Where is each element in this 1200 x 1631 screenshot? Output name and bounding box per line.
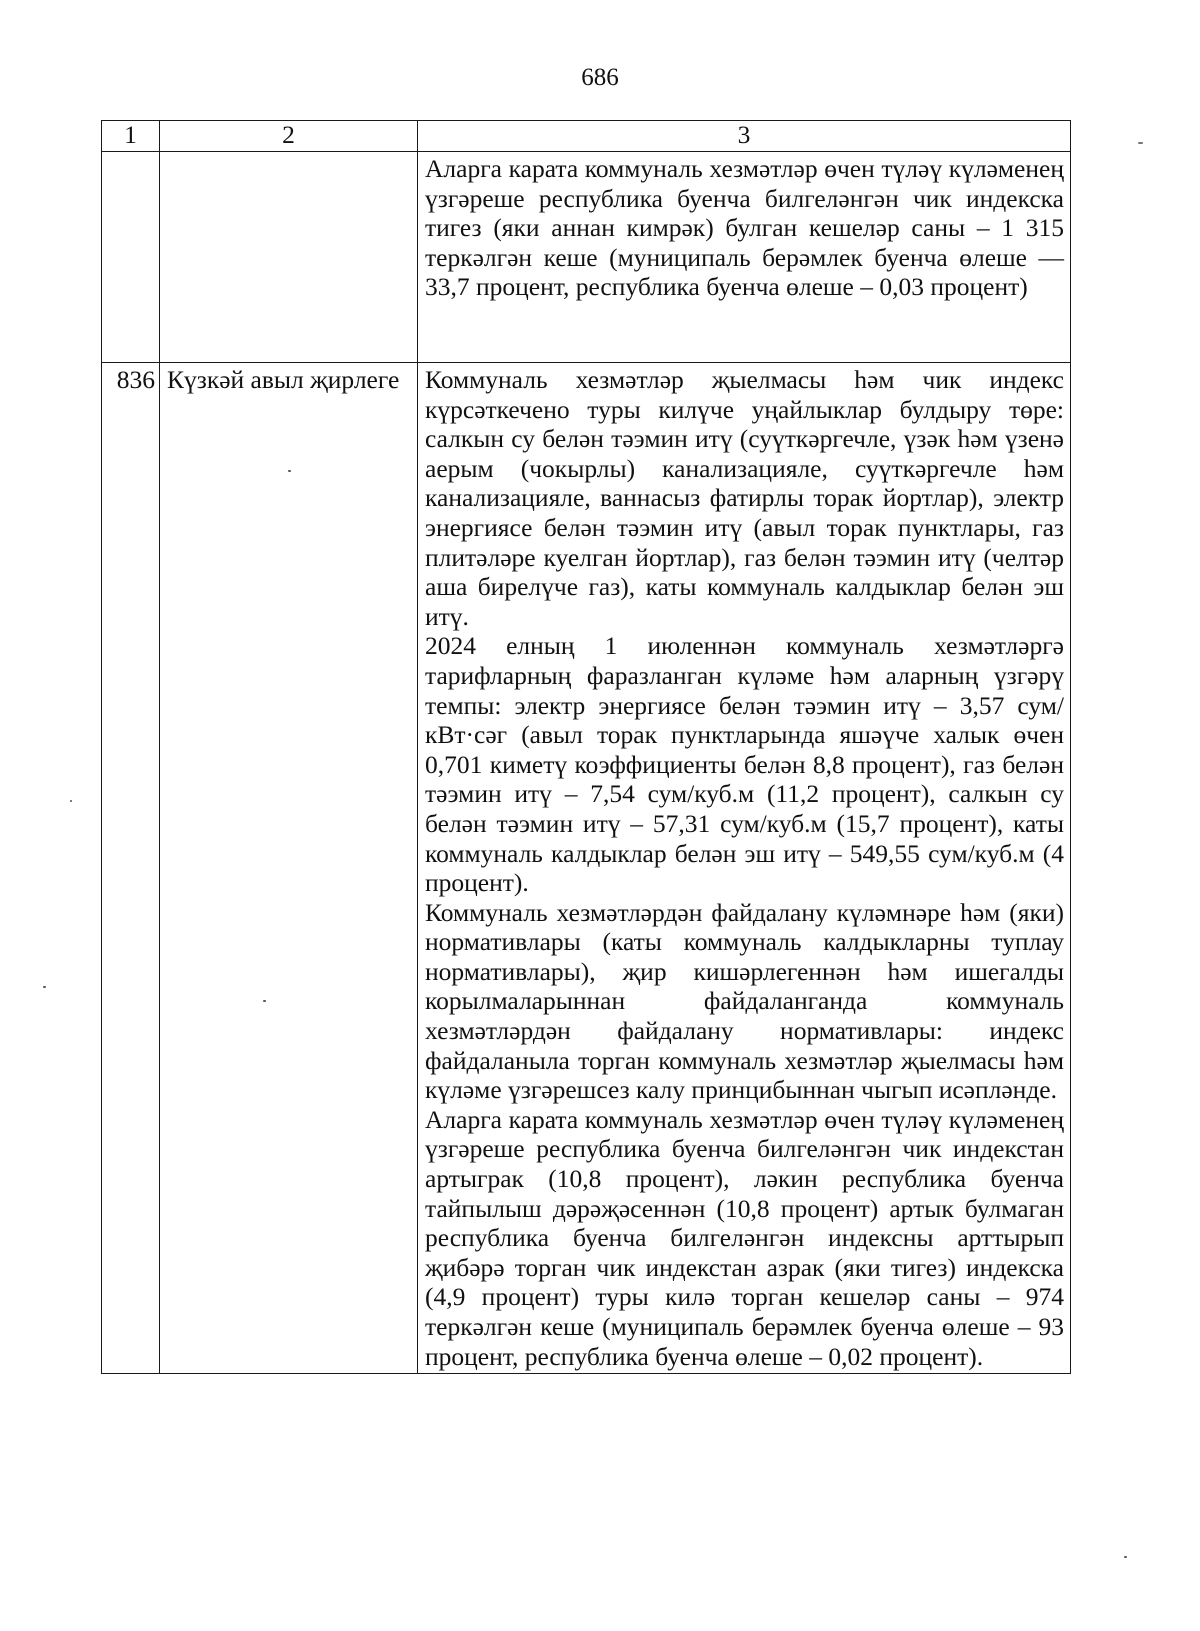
scan-speck [70, 800, 72, 802]
settlement-name-cell: Күзкәй авыл җирлеге [160, 363, 418, 1374]
description-cell [418, 363, 1071, 1374]
table-row [102, 152, 1071, 363]
column-header-1: 1 [102, 121, 160, 152]
scan-speck [288, 470, 291, 472]
paragraph: Аларга карата коммуналь хезмәтләр өчен түләү күләменең үзгәреше республика буенча билгеләнгән чик индекстан артыграк (10,8 процент), ләкин республика буенча тайпылыш дәрәҗәсеннән (10,8 процент) артык булмаган республика буенча билгеләнгән индексны арттырып җибәрә торган чик индекстан азрак (яки тигез) индекска (4,9 процент) туры килә торган кешеләр саны – 974 теркәлгән кеше (муниципаль берәмлек буенча өлеше – 93 процент, республика буенча өлеше – 0,02 процент). [425, 1104, 1064, 1371]
column-header-2: 2 [160, 121, 418, 152]
document-table [101, 120, 1071, 1374]
description-cell [418, 152, 1071, 363]
paragraph: Коммуналь хезмәтләр җыелмасы һәм чик индекс күрсәткечено туры килүче уңайлыклар булдыру төре: салкын су белән тәэмин итү (суүткәргечле, үзәк һәм үзенә аерым (чокырлы) канализацияле, суүткәргечле һәм канализацияле, ваннасыз фатирлы торак йортлар), электр энергиясе белән тәэмин итү (авыл торак пунктлары, газ плитәләре куелган йортлар), газ белән тәэмин итү (челтәр аша бирелүче газ), каты коммуналь калдыклар белән эш итү. [425, 365, 1064, 631]
row-number-cell [102, 152, 160, 363]
scan-speck [1138, 142, 1143, 144]
page-number: 686 [581, 64, 619, 91]
paragraph: 2024 елның 1 июленнән коммуналь хезмәтләргә тарифларның фаразланган күләме һәм аларның үзгәрү темпы: электр энергиясе белән тәэмин итү – 3,57 сум/кВт·сәг (авыл торак пунктларында яшәүче халык өчен 0,701 киметү коэффициенты белән 8,8 процент), газ белән тәэмин итү – 7,54 сум/куб.м (11,2 процент), салкын су белән тәэмин итү – 57,31 сум/куб.м (15,7 процент), каты коммуналь калдыклар белән эш итү – 549,55 сум/куб.м (4 процент). [425, 631, 1064, 898]
settlement-name-cell [160, 152, 418, 363]
scan-speck [263, 1000, 266, 1002]
paragraph: Аларга карата коммуналь хезмәтләр өчен түләү күләменең үзгәреше республика буенча билгеләнгән чик индекска тигез (яки аннан кимрәк) булган кешеләр саны – 1 315 теркәлгән кеше (муниципаль берәмлек буенча өлеше — 33,7 процент, республика буенча өлеше – 0,03 процент) [425, 154, 1064, 302]
scan-speck [43, 986, 46, 988]
column-header-3: 3 [418, 121, 1071, 152]
scan-speck [1124, 1556, 1127, 1558]
row-number-cell: 836 [102, 363, 160, 1374]
table-row [102, 363, 1071, 1374]
paragraph: Коммуналь хезмәтләрдән файдалану күләмнәре һәм (яки) нормативлары (каты коммуналь калдыкларны туплау нормативлары), җир кишәрлегеннән һәм ишегалды корылмаларыннан файдаланганда коммуналь хезмәтләрдән файдалану нормативлары: индекс файдаланыла торган коммуналь хезмәтләр җыелмасы һәм күләме үзгәрешсез калу принцибыннан чыгып исәпләнде. [425, 897, 1064, 1105]
table-header-row [102, 121, 1071, 152]
